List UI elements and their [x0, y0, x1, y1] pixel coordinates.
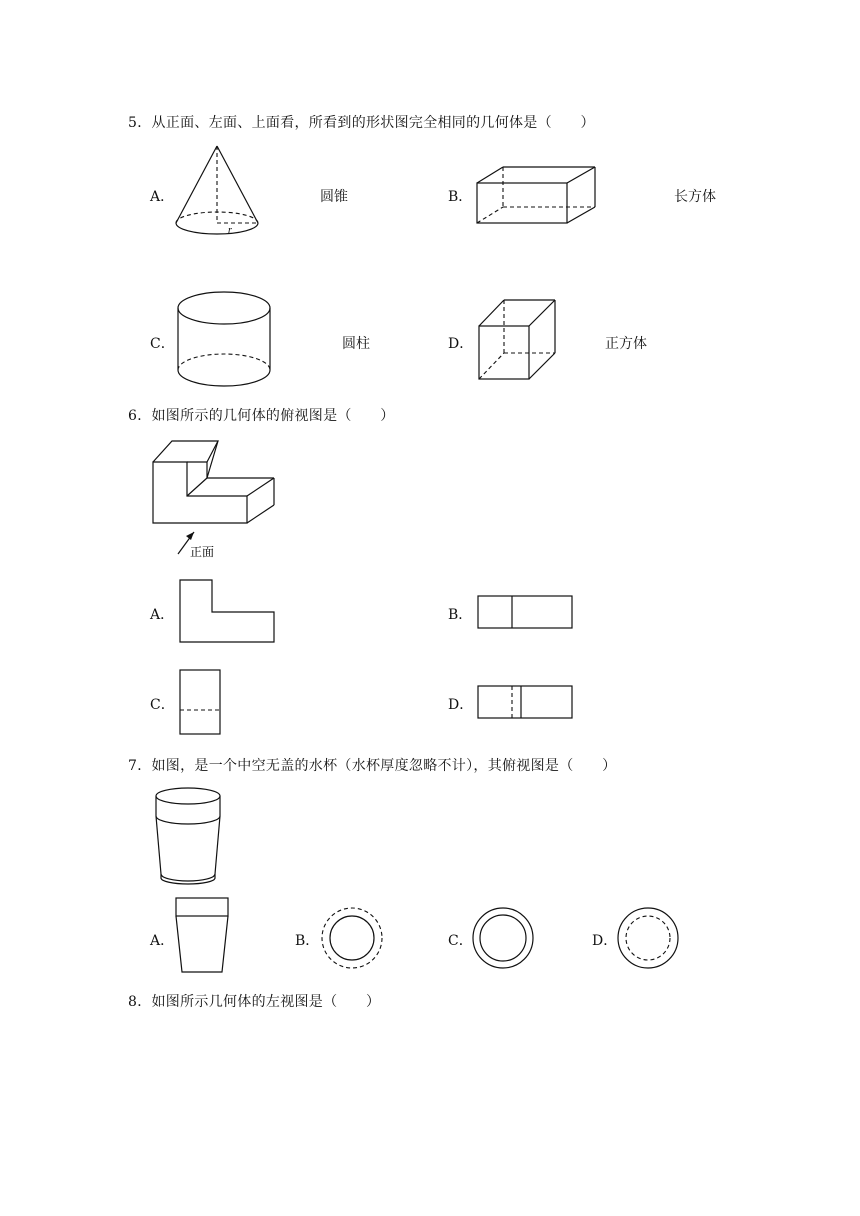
question-6-text: 6．如图所示的几何体的俯视图是（ ）	[128, 408, 395, 424]
q7-option-b-figure[interactable]	[320, 906, 384, 970]
q5-option-a-label: A．	[150, 189, 175, 205]
q7-option-d-label: D．	[592, 933, 618, 949]
q5-option-d-name: 正方体	[605, 336, 647, 352]
q7-option-a-figure[interactable]	[174, 896, 230, 974]
q6-option-a-label: A．	[150, 607, 175, 623]
q5-option-c-name: 圆柱	[342, 336, 370, 352]
question-7-text: 7．如图，是一个中空无盖的水杯（水杯厚度忽略不计），其俯视图是（ ）	[128, 758, 617, 774]
q5-cube-figure	[477, 298, 559, 382]
q5-option-b-label: B．	[448, 189, 473, 205]
q5-option-c-label: C．	[150, 336, 175, 352]
q5-cuboid-figure	[475, 165, 600, 225]
question-8-text: 8．如图所示几何体的左视图是（ ）	[128, 994, 381, 1010]
q5-cone-figure	[172, 143, 262, 243]
question-5-text: 5．从正面、左面、上面看，所看到的形状图完全相同的几何体是（ ）	[128, 115, 595, 131]
q6-option-d-figure[interactable]	[476, 684, 574, 720]
q5-cone-radius-label: r	[228, 225, 232, 236]
q6-option-c-label: C．	[150, 697, 175, 713]
q6-option-c-figure[interactable]	[178, 668, 222, 736]
q7-option-b-label: B．	[295, 933, 320, 949]
q7-option-c-label: C．	[448, 933, 473, 949]
q6-front-caption: 正面	[190, 545, 215, 559]
q7-option-a-label: A．	[150, 933, 175, 949]
q7-option-c-figure[interactable]	[471, 906, 535, 970]
q6-option-a-figure[interactable]	[178, 578, 278, 643]
q5-option-b-name: 长方体	[674, 189, 716, 205]
q5-option-d-label: D．	[448, 336, 474, 352]
q6-solid-figure	[150, 438, 285, 558]
q7-cup-figure	[153, 786, 225, 886]
q6-option-b-label: B．	[448, 607, 473, 623]
q5-cylinder-figure	[176, 290, 276, 394]
q5-option-a-name: 圆锥	[320, 189, 348, 205]
q6-option-d-label: D．	[448, 697, 474, 713]
q7-option-d-figure[interactable]	[616, 906, 680, 970]
q6-option-b-figure[interactable]	[476, 594, 574, 630]
